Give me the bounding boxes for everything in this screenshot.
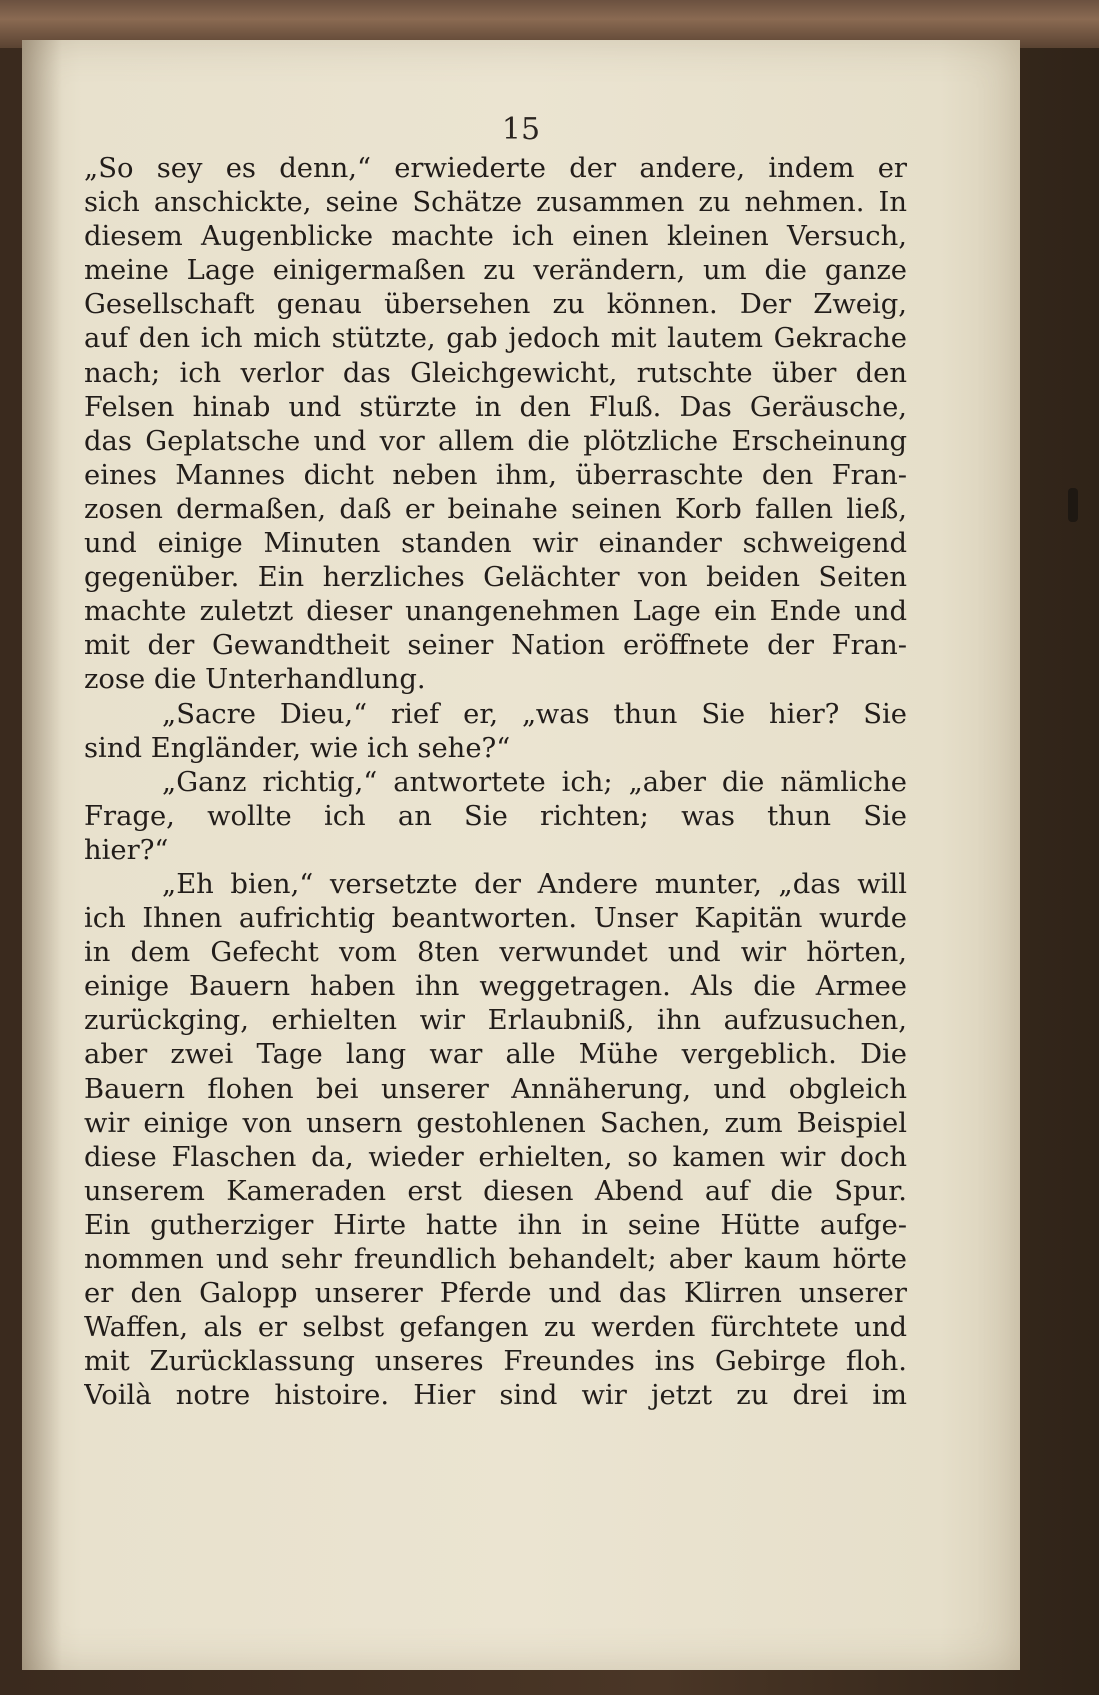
text-line: sind Engländer, wie ich sehe?“ xyxy=(84,732,511,764)
text-line: Waffen, als er selbst gefangen zu werden fürchtete und xyxy=(84,1312,907,1344)
text-line: hier?“ xyxy=(84,834,169,866)
text-line: nach; ich verlor das Gleichgewicht, rutschte über den xyxy=(84,357,907,389)
text-line: mit der Gewandtheit seiner Nation eröffnete der Fran- xyxy=(84,630,907,662)
text-line: Gesellschaft genau übersehen zu können. Der Zweig, xyxy=(84,289,907,321)
text-line: er den Galopp unserer Pferde und das Klirren unserer xyxy=(84,1278,907,1310)
text-line: Bauern flohen bei unserer Annäherung, und obgleich xyxy=(84,1073,907,1105)
text-line: machte zuletzt dieser unangenehmen Lage ein Ende und xyxy=(84,596,907,628)
page-gutter xyxy=(22,40,62,1670)
text-line: wir einige von unsern gestohlenen Sachen, zum Beispiel xyxy=(84,1107,907,1139)
text-line: Voilà notre histoire. Hier sind wir jetzt zu drei im xyxy=(84,1380,907,1412)
text-line: Felsen hinab und stürzte in den Fluß. Das Geräusche, xyxy=(84,391,907,423)
book-page xyxy=(22,40,1020,1670)
text-line: Ein gutherziger Hirte hatte ihn in seine Hütte aufge- xyxy=(84,1209,907,1241)
edge-mark xyxy=(1068,488,1078,522)
body-text xyxy=(84,152,907,1413)
text-line: zose die Unterhandlung. xyxy=(84,664,426,696)
text-line: diesem Augenblicke machte ich einen kleinen Versuch, xyxy=(84,221,907,253)
text-line: zosen dermaßen, daß er beinahe seinen Korb fallen ließ, xyxy=(84,493,907,525)
text-line: eines Mannes dicht neben ihm, überraschte den Fran- xyxy=(84,459,907,491)
text-line: aber zwei Tage lang war alle Mühe vergeblich. Die xyxy=(84,1039,907,1071)
text-line: nommen und sehr freundlich behandelt; aber kaum hörte xyxy=(84,1244,907,1275)
text-line: sich anschickte, seine Schätze zusammen zu nehmen. In xyxy=(84,187,907,219)
text-line: „Eh bien,“ versetzte der Andere munter, „das will xyxy=(162,868,907,900)
text-line: ich Ihnen aufrichtig beantworten. Unser Kapitän wurde xyxy=(84,903,907,935)
text-line: einige Bauern haben ihn weggetragen. Als die Armee xyxy=(84,971,907,1003)
page-number: 15 xyxy=(501,112,541,147)
text-line: „Ganz richtig,“ antwortete ich; „aber die nämliche xyxy=(162,766,907,798)
text-line: meine Lage einigermaßen zu verändern, um die ganze xyxy=(84,255,907,287)
text-line: auf den ich mich stützte, gab jedoch mit lautem Gekrache xyxy=(84,323,907,355)
text-line: zurückging, erhielten wir Erlaubniß, ihn aufzusuchen, xyxy=(84,1005,907,1037)
text-line: in dem Gefecht vom 8ten verwundet und wir hörten, xyxy=(84,937,907,969)
text-line: „So sey es denn,“ erwiederte der andere, indem er xyxy=(84,153,907,184)
text-line: diese Flaschen da, wieder erhielten, so kamen wir doch xyxy=(84,1141,907,1173)
text-line: „Sacre Dieu,“ rief er, „was thun Sie hier? Sie xyxy=(162,698,907,730)
text-line: das Geplatsche und vor allem die plötzliche Erscheinung xyxy=(84,425,907,457)
text-line: und einige Minuten standen wir einander schweigend xyxy=(84,528,907,560)
text-line: mit Zurücklassung unseres Freundes ins Gebirge floh. xyxy=(84,1346,907,1378)
text-line: Frage, wollte ich an Sie richten; was thun Sie xyxy=(84,800,907,832)
text-line: gegenüber. Ein herzliches Gelächter von beiden Seiten xyxy=(84,562,907,594)
text-line: unserem Kameraden erst diesen Abend auf die Spur. xyxy=(84,1175,907,1207)
